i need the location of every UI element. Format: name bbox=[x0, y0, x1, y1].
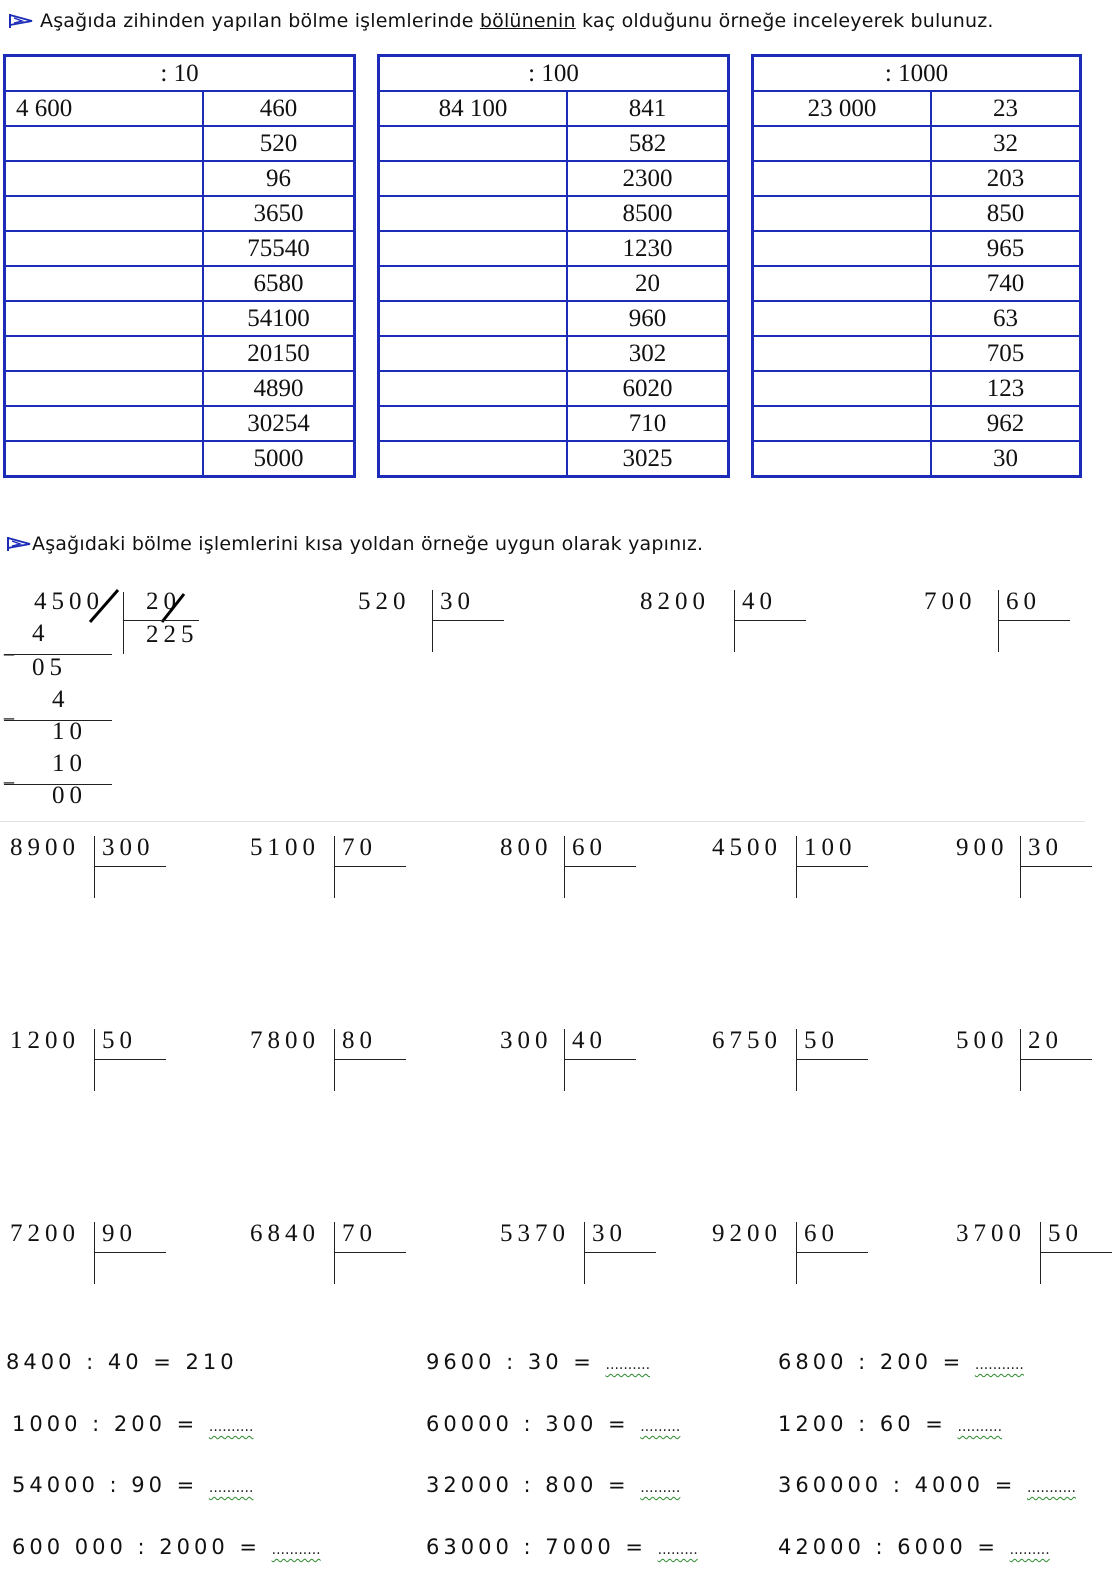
table-value: 850 bbox=[931, 196, 1081, 231]
divisor: 50 bbox=[804, 1027, 839, 1054]
table-value: 123 bbox=[931, 371, 1081, 406]
table-value: 3025 bbox=[567, 441, 729, 477]
equation-expression: 9600 : 30 = bbox=[426, 1350, 606, 1374]
table-value: 4890 bbox=[203, 371, 355, 406]
table-row bbox=[379, 371, 729, 406]
instruction-2: Aşağıdaki bölme işlemlerini kısa yoldan örneğe uygun olarak yapınız. bbox=[6, 533, 703, 557]
table-row bbox=[753, 266, 1081, 301]
table-row bbox=[753, 371, 1081, 406]
table-row bbox=[5, 161, 355, 196]
answer-cell[interactable] bbox=[379, 231, 568, 266]
divisor: 100 bbox=[804, 834, 857, 861]
equation-expression: 54000 : 90 = bbox=[12, 1473, 209, 1497]
table-value: 841 bbox=[567, 91, 729, 126]
dividend: 5100 bbox=[250, 834, 320, 861]
answer-cell[interactable] bbox=[5, 126, 204, 161]
table-row bbox=[379, 266, 729, 301]
table-row bbox=[753, 301, 1081, 336]
table-row bbox=[753, 406, 1081, 441]
table-value: 96 bbox=[203, 161, 355, 196]
table-row bbox=[5, 196, 355, 231]
dividend: 500 bbox=[956, 1027, 1009, 1054]
table-row bbox=[753, 441, 1081, 477]
equation bbox=[778, 1350, 1024, 1374]
table-header: : 100 bbox=[379, 56, 729, 92]
answer-cell[interactable] bbox=[5, 301, 204, 336]
flag-icon bbox=[8, 12, 34, 34]
equation-expression: 6800 : 200 = bbox=[778, 1350, 975, 1374]
divisor: 30 bbox=[440, 588, 475, 615]
table-row bbox=[5, 371, 355, 406]
table-row bbox=[753, 336, 1081, 371]
answer-cell[interactable] bbox=[5, 161, 204, 196]
equation-answer[interactable]: .......... bbox=[208, 1480, 254, 1496]
table-value: 6580 bbox=[203, 266, 355, 301]
dividend: 4500 bbox=[712, 834, 782, 861]
equation-expression: 63000 : 7000 = bbox=[426, 1535, 658, 1559]
table-example-dividend: 4 600 bbox=[5, 91, 204, 126]
answer-cell[interactable] bbox=[379, 301, 568, 336]
table-row bbox=[379, 301, 729, 336]
table-value: 1230 bbox=[567, 231, 729, 266]
example-dividend: 4500 bbox=[34, 588, 104, 615]
table-row bbox=[753, 196, 1081, 231]
equation-expression: 600 000 : 2000 = bbox=[12, 1535, 272, 1559]
table-value: 740 bbox=[931, 266, 1081, 301]
table-row bbox=[5, 301, 355, 336]
divisor: 60 bbox=[1006, 588, 1041, 615]
table-value: 965 bbox=[931, 231, 1081, 266]
example-divisor: 20 bbox=[146, 588, 181, 615]
table-row bbox=[753, 161, 1081, 196]
divisor: 60 bbox=[804, 1220, 839, 1247]
dividend: 300 bbox=[500, 1027, 553, 1054]
underlined-word: bölünenin bbox=[479, 10, 576, 32]
table-example-dividend: 23 000 bbox=[753, 91, 932, 126]
equation-answer[interactable]: ........... bbox=[974, 1357, 1024, 1373]
division-table-1000 bbox=[751, 54, 1082, 478]
crossout-marks bbox=[86, 588, 196, 624]
answer-cell[interactable] bbox=[379, 126, 568, 161]
table-header: : 1000 bbox=[753, 56, 1081, 92]
table-value: 8500 bbox=[567, 196, 729, 231]
equation bbox=[6, 1350, 238, 1374]
table-value: 20 bbox=[567, 266, 729, 301]
example-quotient: 225 bbox=[146, 621, 199, 648]
table-value: 5000 bbox=[203, 441, 355, 477]
table-value: 63 bbox=[931, 301, 1081, 336]
division-table-10 bbox=[3, 54, 356, 478]
divisor: 40 bbox=[742, 588, 777, 615]
equation-answer[interactable]: ......... bbox=[657, 1542, 698, 1558]
dividend: 7200 bbox=[10, 1220, 80, 1247]
dividend: 800 bbox=[500, 834, 553, 861]
table-value: 75540 bbox=[203, 231, 355, 266]
dividend: 700 bbox=[924, 588, 977, 615]
equation-answer[interactable]: ......... bbox=[1009, 1542, 1050, 1558]
table-row bbox=[379, 336, 729, 371]
equation bbox=[778, 1473, 1076, 1497]
answer-cell[interactable] bbox=[379, 196, 568, 231]
equation bbox=[12, 1412, 253, 1436]
table-row bbox=[379, 231, 729, 266]
answer-cell[interactable] bbox=[5, 336, 204, 371]
equation bbox=[426, 1535, 698, 1559]
table-row bbox=[379, 406, 729, 441]
answer-cell[interactable] bbox=[5, 231, 204, 266]
table-value: 32 bbox=[931, 126, 1081, 161]
equation-expression: 60000 : 300 = bbox=[426, 1412, 641, 1436]
divisor: 30 bbox=[1028, 834, 1063, 861]
equation-expression: 1200 : 60 = bbox=[778, 1412, 958, 1436]
table-row bbox=[5, 91, 355, 126]
table-value: 20150 bbox=[203, 336, 355, 371]
equation bbox=[778, 1412, 1002, 1436]
divisor: 30 bbox=[592, 1220, 627, 1247]
answer-cell[interactable] bbox=[753, 266, 932, 301]
table-value: 30 bbox=[931, 441, 1081, 477]
equation-answer[interactable]: ........... bbox=[1026, 1480, 1076, 1496]
table-row bbox=[753, 231, 1081, 266]
divisor: 20 bbox=[1028, 1027, 1063, 1054]
answer-cell[interactable] bbox=[379, 406, 568, 441]
table-row bbox=[5, 231, 355, 266]
table-value: 30254 bbox=[203, 406, 355, 441]
table-row bbox=[753, 126, 1081, 161]
divisor: 50 bbox=[102, 1027, 137, 1054]
table-row bbox=[5, 126, 355, 161]
dividend: 7800 bbox=[250, 1027, 320, 1054]
table-value: 23 bbox=[931, 91, 1081, 126]
table-row bbox=[379, 196, 729, 231]
equation-answer[interactable]: ......... bbox=[640, 1419, 681, 1435]
answer-cell[interactable] bbox=[753, 406, 932, 441]
table-value: 203 bbox=[931, 161, 1081, 196]
dividend: 8200 bbox=[640, 588, 710, 615]
table-value: 962 bbox=[931, 406, 1081, 441]
equation bbox=[426, 1473, 680, 1497]
flag-icon bbox=[6, 535, 32, 557]
table-value: 582 bbox=[567, 126, 729, 161]
equation bbox=[778, 1535, 1050, 1559]
table-value: 705 bbox=[931, 336, 1081, 371]
divisor: 70 bbox=[342, 834, 377, 861]
table-row bbox=[5, 336, 355, 371]
table-value: 6020 bbox=[567, 371, 729, 406]
equation bbox=[426, 1350, 650, 1374]
divisor: 70 bbox=[342, 1220, 377, 1247]
answer-cell[interactable] bbox=[5, 196, 204, 231]
divisor: 300 bbox=[102, 834, 155, 861]
answer-cell[interactable] bbox=[753, 301, 932, 336]
answer-cell[interactable] bbox=[379, 336, 568, 371]
answer-cell[interactable] bbox=[5, 441, 204, 477]
equation-answer: 210 bbox=[185, 1350, 238, 1374]
table-row bbox=[5, 266, 355, 301]
dividend: 900 bbox=[956, 834, 1009, 861]
table-row bbox=[379, 91, 729, 126]
equation-answer[interactable]: .......... bbox=[208, 1419, 254, 1435]
dividend: 520 bbox=[358, 588, 411, 615]
table-value: 960 bbox=[567, 301, 729, 336]
equation bbox=[12, 1535, 321, 1559]
divisor: 80 bbox=[342, 1027, 377, 1054]
table-value: 460 bbox=[203, 91, 355, 126]
table-value: 302 bbox=[567, 336, 729, 371]
answer-cell[interactable] bbox=[753, 126, 932, 161]
equation bbox=[426, 1412, 680, 1436]
table-value: 3650 bbox=[203, 196, 355, 231]
divisor: 40 bbox=[572, 1027, 607, 1054]
table-value: 710 bbox=[567, 406, 729, 441]
answer-cell[interactable] bbox=[753, 196, 932, 231]
dividend: 3700 bbox=[956, 1220, 1026, 1247]
equation-expression: 360000 : 4000 = bbox=[778, 1473, 1027, 1497]
answer-cell[interactable] bbox=[753, 371, 932, 406]
answer-cell[interactable] bbox=[753, 441, 932, 477]
answer-cell[interactable] bbox=[5, 406, 204, 441]
table-row bbox=[753, 91, 1081, 126]
dividend: 5370 bbox=[500, 1220, 570, 1247]
table-header: : 10 bbox=[5, 56, 355, 92]
equation-expression: 32000 : 800 = bbox=[426, 1473, 641, 1497]
equation-answer[interactable]: .......... bbox=[605, 1357, 651, 1373]
answer-cell[interactable] bbox=[379, 161, 568, 196]
table-row bbox=[379, 161, 729, 196]
dividend: 1200 bbox=[10, 1027, 80, 1054]
equation-expression: 42000 : 6000 = bbox=[778, 1535, 1010, 1559]
answer-cell[interactable] bbox=[379, 266, 568, 301]
answer-cell[interactable] bbox=[379, 441, 568, 477]
equation-answer[interactable]: ......... bbox=[640, 1480, 681, 1496]
divisor: 60 bbox=[572, 834, 607, 861]
dividend: 6750 bbox=[712, 1027, 782, 1054]
table-row bbox=[5, 406, 355, 441]
dividend: 6840 bbox=[250, 1220, 320, 1247]
table-row bbox=[5, 441, 355, 477]
answer-cell[interactable] bbox=[379, 371, 568, 406]
dividend: 8900 bbox=[10, 834, 80, 861]
equation-expression: 8400 : 40 = bbox=[6, 1350, 186, 1374]
dividend: 9200 bbox=[712, 1220, 782, 1247]
table-row bbox=[379, 126, 729, 161]
answer-cell[interactable] bbox=[5, 371, 204, 406]
table-example-dividend: 84 100 bbox=[379, 91, 568, 126]
equation-expression: 1000 : 200 = bbox=[12, 1412, 209, 1436]
division-table-100 bbox=[377, 54, 730, 478]
divisor: 50 bbox=[1048, 1220, 1083, 1247]
answer-cell[interactable] bbox=[753, 161, 932, 196]
answer-cell[interactable] bbox=[753, 336, 932, 371]
table-value: 2300 bbox=[567, 161, 729, 196]
equation-answer[interactable]: ........... bbox=[271, 1542, 321, 1558]
answer-cell[interactable] bbox=[753, 231, 932, 266]
instruction-1: Aşağıda zihinden yapılan bölme işlemlerinde bölünenin kaç olduğunu örneğe inceleyerek bulunuz. bbox=[8, 10, 994, 34]
equation bbox=[12, 1473, 253, 1497]
table-row bbox=[379, 441, 729, 477]
table-value: 520 bbox=[203, 126, 355, 161]
equation-answer[interactable]: .......... bbox=[957, 1419, 1003, 1435]
table-value: 54100 bbox=[203, 301, 355, 336]
answer-cell[interactable] bbox=[5, 266, 204, 301]
divisor: 90 bbox=[102, 1220, 137, 1247]
